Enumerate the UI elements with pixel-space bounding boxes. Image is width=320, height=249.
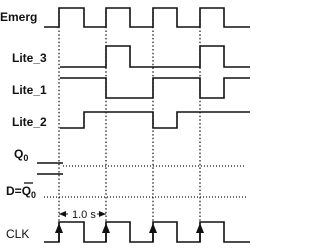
lite-3-label: Lite_3 (12, 51, 47, 65)
lite-2-waveform (60, 112, 250, 128)
lite-3-waveform (60, 46, 250, 67)
q0-label-main: Q (14, 147, 24, 161)
q0-label-subscript: 0 (23, 153, 29, 163)
clk-label: CLK (6, 227, 30, 241)
lite-2-label: Lite_2 (12, 115, 47, 129)
clk-rising-edge-arrow-2-icon (102, 223, 110, 233)
emerg-waveform (44, 8, 250, 27)
lite-1-waveform (60, 78, 250, 98)
d-label-main: Q (21, 184, 32, 198)
clk-waveform (44, 222, 250, 242)
clk-rising-edge-arrow-4-icon (196, 223, 204, 233)
clk-rising-edge-arrow-1-icon (55, 223, 63, 233)
period-arrow-left-icon (59, 211, 66, 217)
q0-label (14, 147, 28, 163)
period-label: 1.0 s (72, 209, 96, 221)
lite-1-label: Lite_1 (12, 83, 47, 97)
d-label (6, 184, 36, 200)
clk-rising-edge-arrow-3-icon (149, 223, 157, 233)
d-label-subscript: 0 (31, 190, 37, 200)
period-arrow-right-icon (99, 211, 106, 217)
d-label-prefix: D= (6, 184, 22, 198)
emerg-label: Emerg (0, 10, 38, 24)
